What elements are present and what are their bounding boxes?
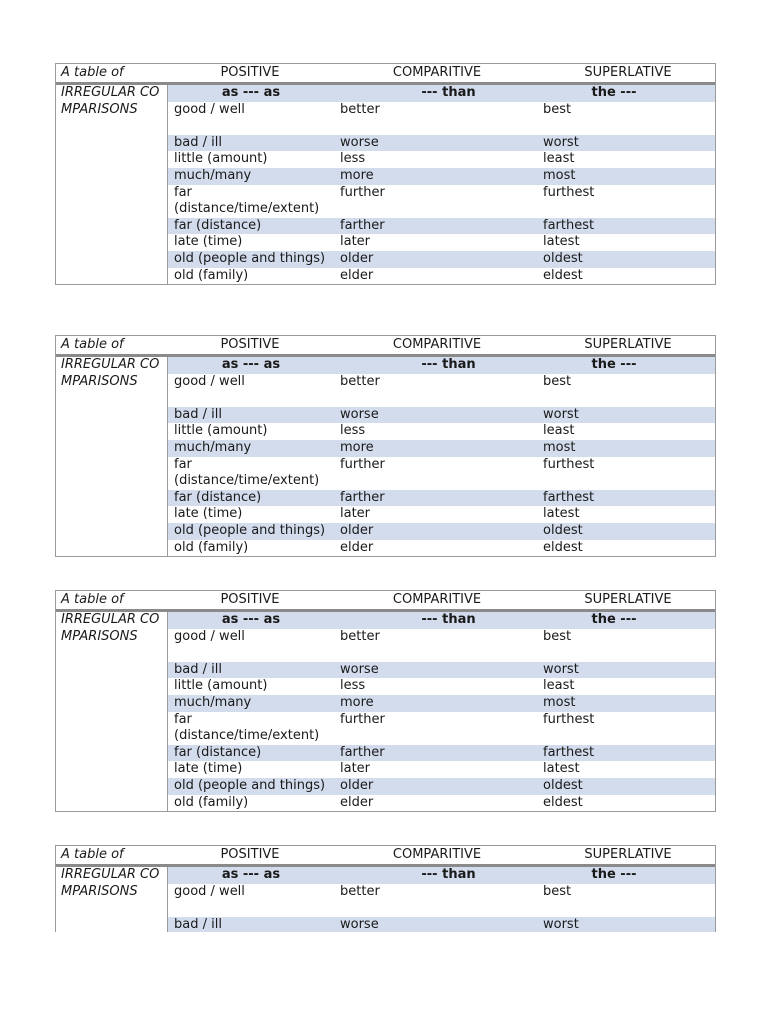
table-row xyxy=(168,185,715,218)
table-row xyxy=(168,440,715,457)
superlative-cell: most xyxy=(543,439,576,455)
header-table-of: A table of xyxy=(61,337,124,352)
superlative-cell: worst xyxy=(543,134,579,150)
superlative-cell: eldest xyxy=(543,267,583,283)
superlative-cell: best xyxy=(543,101,572,117)
superlative-cell: eldest xyxy=(543,794,583,810)
comparative-cell: better xyxy=(340,373,380,389)
table-header xyxy=(56,335,715,357)
table-row xyxy=(168,523,715,540)
subheader-positive: as --- as xyxy=(221,612,281,627)
comparative-cell: better xyxy=(340,101,380,117)
header-positive: POSITIVE xyxy=(220,847,280,862)
superlative-cell: least xyxy=(543,678,575,694)
superlative-cell: least xyxy=(543,151,575,167)
superlative-cell: most xyxy=(543,694,576,710)
subheader-superlative: the --- xyxy=(591,612,637,627)
superlative-cell: best xyxy=(543,373,572,389)
superlative-cell: best xyxy=(543,883,572,899)
comparative-cell: worse xyxy=(340,134,379,150)
subheader-row xyxy=(168,612,715,629)
header-positive: POSITIVE xyxy=(220,337,280,352)
superlative-cell: latest xyxy=(543,506,580,522)
header-table-of: A table of xyxy=(61,592,124,607)
comparative-cell: better xyxy=(340,628,380,644)
row-label: IRREGULAR COMPARISONS xyxy=(61,85,160,117)
subheader-positive: as --- as xyxy=(221,357,281,372)
subheader-superlative: the --- xyxy=(591,85,637,100)
positive-cell: much/many xyxy=(174,439,252,455)
comparative-cell: less xyxy=(340,423,366,439)
comparative-cell: further xyxy=(340,711,385,727)
superlative-cell: least xyxy=(543,423,575,439)
comparative-cell: better xyxy=(340,883,380,899)
table-row xyxy=(168,795,715,812)
positive-cell: far (distance) xyxy=(174,744,262,760)
superlative-cell: furthest xyxy=(543,456,595,472)
subheader-comparative: --- than xyxy=(421,867,476,882)
comparative-cell: farther xyxy=(340,489,385,505)
subheader-comparative: --- than xyxy=(421,357,476,372)
positive-cell: old (people and things) xyxy=(174,522,326,538)
superlative-cell: oldest xyxy=(543,250,583,266)
table-row xyxy=(168,374,715,407)
comparison-table-1 xyxy=(55,63,716,285)
subheader-positive: as --- as xyxy=(221,867,281,882)
header-superlative: SUPERLATIVE xyxy=(584,847,672,862)
subheader-row xyxy=(168,85,715,102)
comparative-cell: later xyxy=(340,761,371,777)
table-row xyxy=(168,662,715,679)
table-row xyxy=(168,407,715,424)
subheader-row xyxy=(168,867,715,884)
comparative-cell: older xyxy=(340,522,374,538)
header-table-of: A table of xyxy=(61,65,124,80)
table-header xyxy=(56,845,715,867)
table-header xyxy=(56,590,715,612)
comparative-cell: elder xyxy=(340,794,374,810)
positive-cell: bad / ill xyxy=(174,916,222,932)
table-row xyxy=(168,745,715,762)
table-header xyxy=(56,63,715,85)
comparative-cell: older xyxy=(340,777,374,793)
table-row xyxy=(168,506,715,523)
table-row xyxy=(168,917,715,932)
superlative-cell: farthest xyxy=(543,217,595,233)
subheader-positive: as --- as xyxy=(221,85,281,100)
table-row xyxy=(168,490,715,507)
comparative-cell: further xyxy=(340,184,385,200)
comparative-cell: older xyxy=(340,250,374,266)
table-row xyxy=(168,712,715,745)
positive-cell: far (distance/time/extent) xyxy=(174,456,320,489)
table-row xyxy=(168,884,715,917)
superlative-cell: most xyxy=(543,167,576,183)
positive-cell: much/many xyxy=(174,694,252,710)
table-row xyxy=(168,540,715,557)
positive-cell: old (family) xyxy=(174,267,249,283)
comparative-cell: less xyxy=(340,678,366,694)
superlative-cell: oldest xyxy=(543,522,583,538)
subheader-comparative: --- than xyxy=(421,85,476,100)
positive-cell: little (amount) xyxy=(174,423,268,439)
superlative-cell: best xyxy=(543,628,572,644)
table-row xyxy=(168,218,715,235)
positive-cell: good / well xyxy=(174,883,245,899)
positive-cell: old (family) xyxy=(174,539,249,555)
comparative-cell: more xyxy=(340,694,374,710)
header-positive: POSITIVE xyxy=(220,65,280,80)
comparative-cell: worse xyxy=(340,916,379,932)
header-comparative: COMPARITIVE xyxy=(392,592,482,607)
table-row xyxy=(168,268,715,285)
comparison-table-4 xyxy=(55,845,716,932)
header-comparative: COMPARITIVE xyxy=(392,847,482,862)
table-row xyxy=(168,678,715,695)
table-row xyxy=(168,102,715,135)
subheader-row xyxy=(168,357,715,374)
superlative-cell: furthest xyxy=(543,184,595,200)
header-superlative: SUPERLATIVE xyxy=(584,65,672,80)
superlative-cell: eldest xyxy=(543,539,583,555)
header-superlative: SUPERLATIVE xyxy=(584,337,672,352)
superlative-cell: farthest xyxy=(543,744,595,760)
positive-cell: little (amount) xyxy=(174,678,268,694)
header-superlative: SUPERLATIVE xyxy=(584,592,672,607)
comparative-cell: more xyxy=(340,439,374,455)
comparison-table-3 xyxy=(55,590,716,812)
table-row xyxy=(168,135,715,152)
row-label: IRREGULAR COMPARISONS xyxy=(61,867,160,899)
positive-cell: far (distance) xyxy=(174,217,262,233)
row-label: IRREGULAR COMPARISONS xyxy=(61,357,160,389)
positive-cell: bad / ill xyxy=(174,406,222,422)
positive-cell: far (distance/time/extent) xyxy=(174,711,320,744)
superlative-cell: worst xyxy=(543,661,579,677)
header-table-of: A table of xyxy=(61,847,124,862)
comparative-cell: later xyxy=(340,506,371,522)
positive-cell: good / well xyxy=(174,628,245,644)
comparative-cell: farther xyxy=(340,744,385,760)
subheader-superlative: the --- xyxy=(591,867,637,882)
superlative-cell: farthest xyxy=(543,489,595,505)
positive-cell: little (amount) xyxy=(174,151,268,167)
positive-cell: bad / ill xyxy=(174,661,222,677)
table-row xyxy=(168,695,715,712)
table-row xyxy=(168,168,715,185)
comparative-cell: worse xyxy=(340,661,379,677)
positive-cell: late (time) xyxy=(174,234,243,250)
header-comparative: COMPARITIVE xyxy=(392,65,482,80)
header-positive: POSITIVE xyxy=(220,592,280,607)
table-row xyxy=(168,778,715,795)
row-label: IRREGULAR COMPARISONS xyxy=(61,612,160,644)
subheader-superlative: the --- xyxy=(591,357,637,372)
comparative-cell: elder xyxy=(340,267,374,283)
positive-cell: late (time) xyxy=(174,761,243,777)
positive-cell: good / well xyxy=(174,101,245,117)
table-row xyxy=(168,234,715,251)
positive-cell: bad / ill xyxy=(174,134,222,150)
table-row xyxy=(168,457,715,490)
comparative-cell: more xyxy=(340,167,374,183)
positive-cell: much/many xyxy=(174,167,252,183)
comparative-cell: later xyxy=(340,234,371,250)
positive-cell: old (people and things) xyxy=(174,777,326,793)
table-row xyxy=(168,151,715,168)
header-comparative: COMPARITIVE xyxy=(392,337,482,352)
superlative-cell: oldest xyxy=(543,777,583,793)
comparative-cell: worse xyxy=(340,406,379,422)
superlative-cell: furthest xyxy=(543,711,595,727)
positive-cell: old (family) xyxy=(174,794,249,810)
table-row xyxy=(168,761,715,778)
superlative-cell: worst xyxy=(543,406,579,422)
superlative-cell: latest xyxy=(543,761,580,777)
positive-cell: late (time) xyxy=(174,506,243,522)
positive-cell: far (distance) xyxy=(174,489,262,505)
table-row xyxy=(168,629,715,662)
table-row xyxy=(168,423,715,440)
positive-cell: far (distance/time/extent) xyxy=(174,184,320,217)
table-row xyxy=(168,251,715,268)
positive-cell: old (people and things) xyxy=(174,250,326,266)
comparative-cell: further xyxy=(340,456,385,472)
comparative-cell: elder xyxy=(340,539,374,555)
subheader-comparative: --- than xyxy=(421,612,476,627)
comparative-cell: farther xyxy=(340,217,385,233)
superlative-cell: worst xyxy=(543,916,579,932)
positive-cell: good / well xyxy=(174,373,245,389)
comparison-table-2 xyxy=(55,335,716,557)
comparative-cell: less xyxy=(340,151,366,167)
superlative-cell: latest xyxy=(543,234,580,250)
